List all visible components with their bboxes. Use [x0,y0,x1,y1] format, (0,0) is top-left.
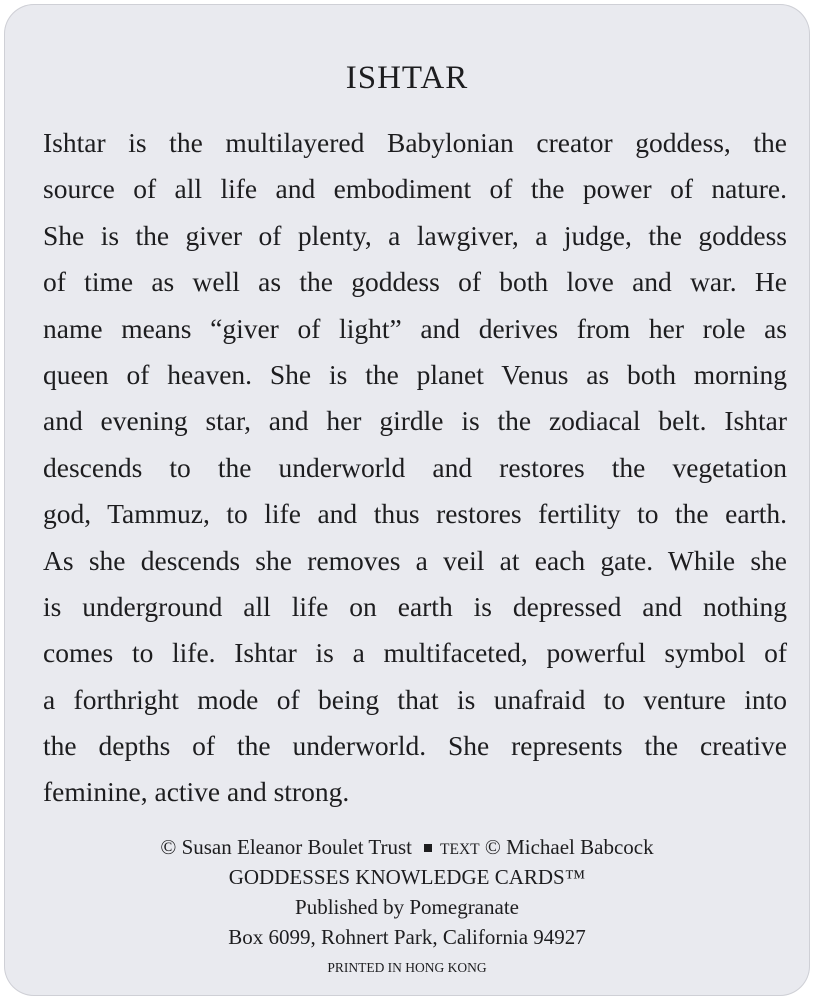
publisher-address: Box 6099, Rohnert Park, California 94927 [228,925,586,949]
body-line: comes to life. Ishtar is a multifaceted, powerful symbol of [43,637,787,669]
text-copyright: © Michael Babcock [484,835,654,859]
body-line: of time as well as the goddess of both love and war. He [43,266,787,298]
knowledge-card [4,4,810,996]
body-line: Ishtar is the multilayered Babylonian creator goddess, the [43,127,787,158]
publisher: Published by Pomegranate [295,895,519,919]
card-description [43,120,787,816]
body-line: is underground all life on earth is depressed and nothing [43,590,787,622]
printed-in: PRINTED IN HONG KONG [327,960,487,975]
art-copyright: © Susan Eleanor Boulet Trust [160,835,413,859]
body-line: a forthright mode of being that is unafraid to venture into [43,683,787,715]
card-footer [4,832,810,982]
series-name: GODDESSES KNOWLEDGE CARDS™ [228,865,586,889]
card-title: ISHTAR [345,60,469,96]
body-line: feminine, active and strong. [43,776,350,808]
body-line: descends to the underworld and restores the vegetation [43,451,787,483]
body-line: and evening star, and her girdle is the zodiacal belt. Ishtar [43,405,787,437]
body-line: She is the giver of plenty, a lawgiver, a judge, the goddess [43,219,787,251]
body-line: god, Tammuz, to life and thus restores fertility to the earth. [43,498,787,530]
body-line: As she descends she removes a veil at each gate. While she [43,544,787,576]
body-line: name means “giver of light” and derives from her role as [43,312,787,344]
body-line: source of all life and embodiment of the power of nature. [43,173,787,205]
body-line: queen of heaven. She is the planet Venus as both morning [43,358,787,390]
black-square-icon [424,844,432,852]
text-label: TEXT [440,841,480,858]
body-line: the depths of the underworld. She represents the creative [43,730,787,762]
credits-line [4,832,810,862]
